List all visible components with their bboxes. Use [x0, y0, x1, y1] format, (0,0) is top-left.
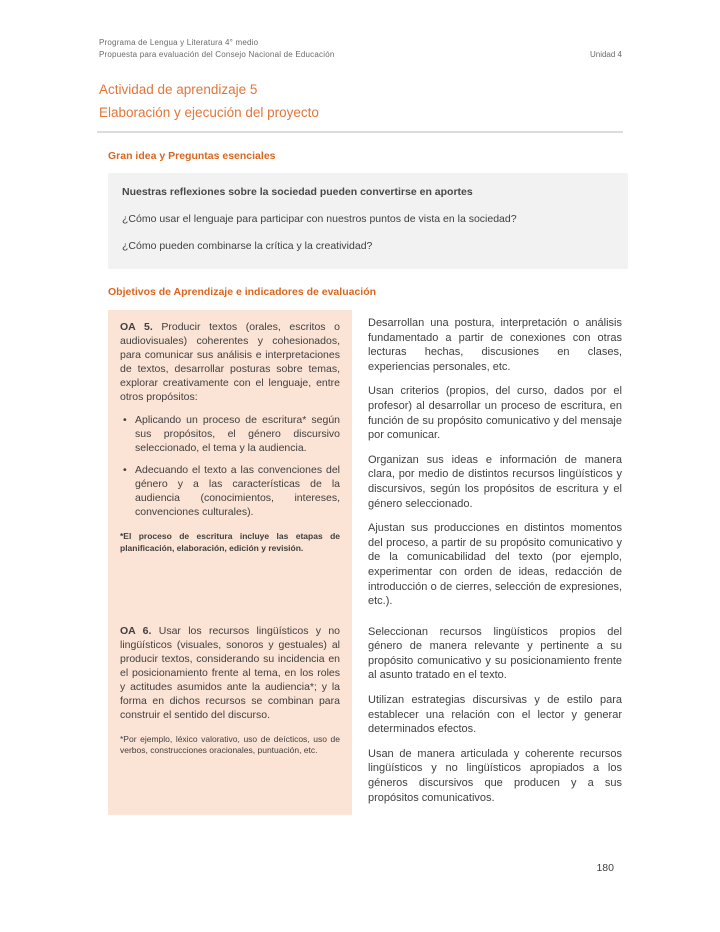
oa5-intro-text: Producir textos (orales, escritos o audiovisuales) coherentes y cohesionados, para comunicar sus análisis e interpretaciones de textos, desarrollar posturas sobre temas, explorar creativamente con el lenguaje, entre otros propósitos:: [120, 321, 340, 403]
header-proposal-line: Propuesta para evaluación del Consejo Nacional de Educación: [99, 50, 335, 59]
oa5-bullet-2: • Adecuando el texto a las convenciones del género y a las características de la audiencia (conocimientos, intereses, convenciones culturales).: [120, 463, 340, 519]
essential-question-1: ¿Cómo usar el lenguaje para participar con nuestros puntos de vista en la sociedad?: [122, 213, 517, 225]
oa6-paragraph: [120, 624, 340, 722]
objectives-table: [108, 310, 628, 815]
oa6-indicator-2: Utilizan estrategias discursivas y de estilo para establecer una relación con el lector y generar determinados efectos.: [368, 694, 622, 736]
oa5-paragraph: [120, 320, 340, 404]
oa5-label: OA 5.: [120, 321, 153, 333]
oa5-cell: [108, 310, 352, 619]
objectives-heading: Objetivos de Aprendizaje e indicadores de evaluación: [108, 286, 377, 298]
activity-title: Actividad de aprendizaje 5: [99, 82, 258, 97]
header-program-line: Programa de Lengua y Literatura 4° medio: [99, 38, 259, 47]
oa6-text: Usar los recursos lingüísticos y no lingüísticos (visuales, sonoros y gestuales) al producir textos, considerando su incidencia en el posicionamiento frente al tema, en los roles y actitudes asumidos ante la audiencia*; y la forma en dichos recursos se combinan para construir el sentido del discurso.: [120, 624, 341, 721]
big-idea-heading: Gran idea y Preguntas esenciales: [108, 150, 276, 162]
oa6-cell: [108, 619, 352, 816]
header-unit-label: Unidad 4: [589, 50, 622, 59]
oa6-indicator-3: Usan de manera articulada y coherente recursos lingüísticos y no lingüísticos apropiados a los géneros discursivos que producen y a sus propósitos comunicativos.: [368, 747, 622, 804]
big-idea-statement: Nuestras reflexiones sobre la sociedad pueden convertirse en aportes: [122, 186, 473, 198]
header-meta: [99, 37, 335, 61]
oa5-bullet-list: [120, 413, 340, 519]
big-idea-box: [108, 173, 628, 269]
oa6-footnote: *Por ejemplo, léxico valorativo, uso de deícticos, uso de verbos, construcciones oracionales, puntuación, etc.: [120, 733, 340, 756]
page-number: 180: [596, 862, 614, 874]
page-content: [108, 150, 628, 815]
oa5-bullet-1: • Aplicando un proceso de escritura* según sus propósitos, el género discursivo seleccionado, el tema y la audiencia.: [120, 413, 340, 455]
oa5-indicator-1: Desarrollan una postura, interpretación o análisis fundamentado a partir de conexiones con otras lecturas hechas, discusiones en clases, experiencias personales, etc.: [368, 317, 622, 373]
oa6-indicator-1: Seleccionan recursos lingüísticos propios del género de manera relevante y pertinente a su propósito comunicativo y su posicionamiento frente al asunto tratado en el texto.: [368, 625, 622, 682]
essential-question-2: ¿Cómo pueden combinarse la crítica y la creatividad?: [122, 240, 373, 252]
oa5-indicator-2: Usan criterios (propios, del curso, dados por el profesor) al desarrollar un proceso de escritura, en función de su propósito comunicativo y del mensaje por comunicar.: [368, 385, 622, 442]
activity-subtitle: Elaboración y ejecución del proyecto: [99, 105, 319, 120]
oa6-indicators-cell: [352, 619, 628, 816]
oa5-footnote: *El proceso de escritura incluye las etapas de planificación, elaboración, edición y revisión.: [120, 531, 340, 553]
oa5-indicator-3: Organizan sus ideas e información de manera clara, por medio de distintos recursos lingüísticos y discursivos, según los propósitos de escritura y el género seleccionado.: [368, 453, 622, 510]
page-header: [99, 37, 622, 61]
oa6-label: OA 6.: [120, 624, 152, 637]
header-divider: [97, 131, 623, 133]
oa5-indicator-4: Ajustan sus producciones en distintos momentos del proceso, a partir de su propósito comunicativo y de la comunicabilidad del texto (por ejemplo, experimentar con orden de ideas, redacción de introducción o de cierres, selección de expresiones, etc.).: [368, 522, 622, 608]
oa5-indicators-cell: [352, 310, 628, 619]
